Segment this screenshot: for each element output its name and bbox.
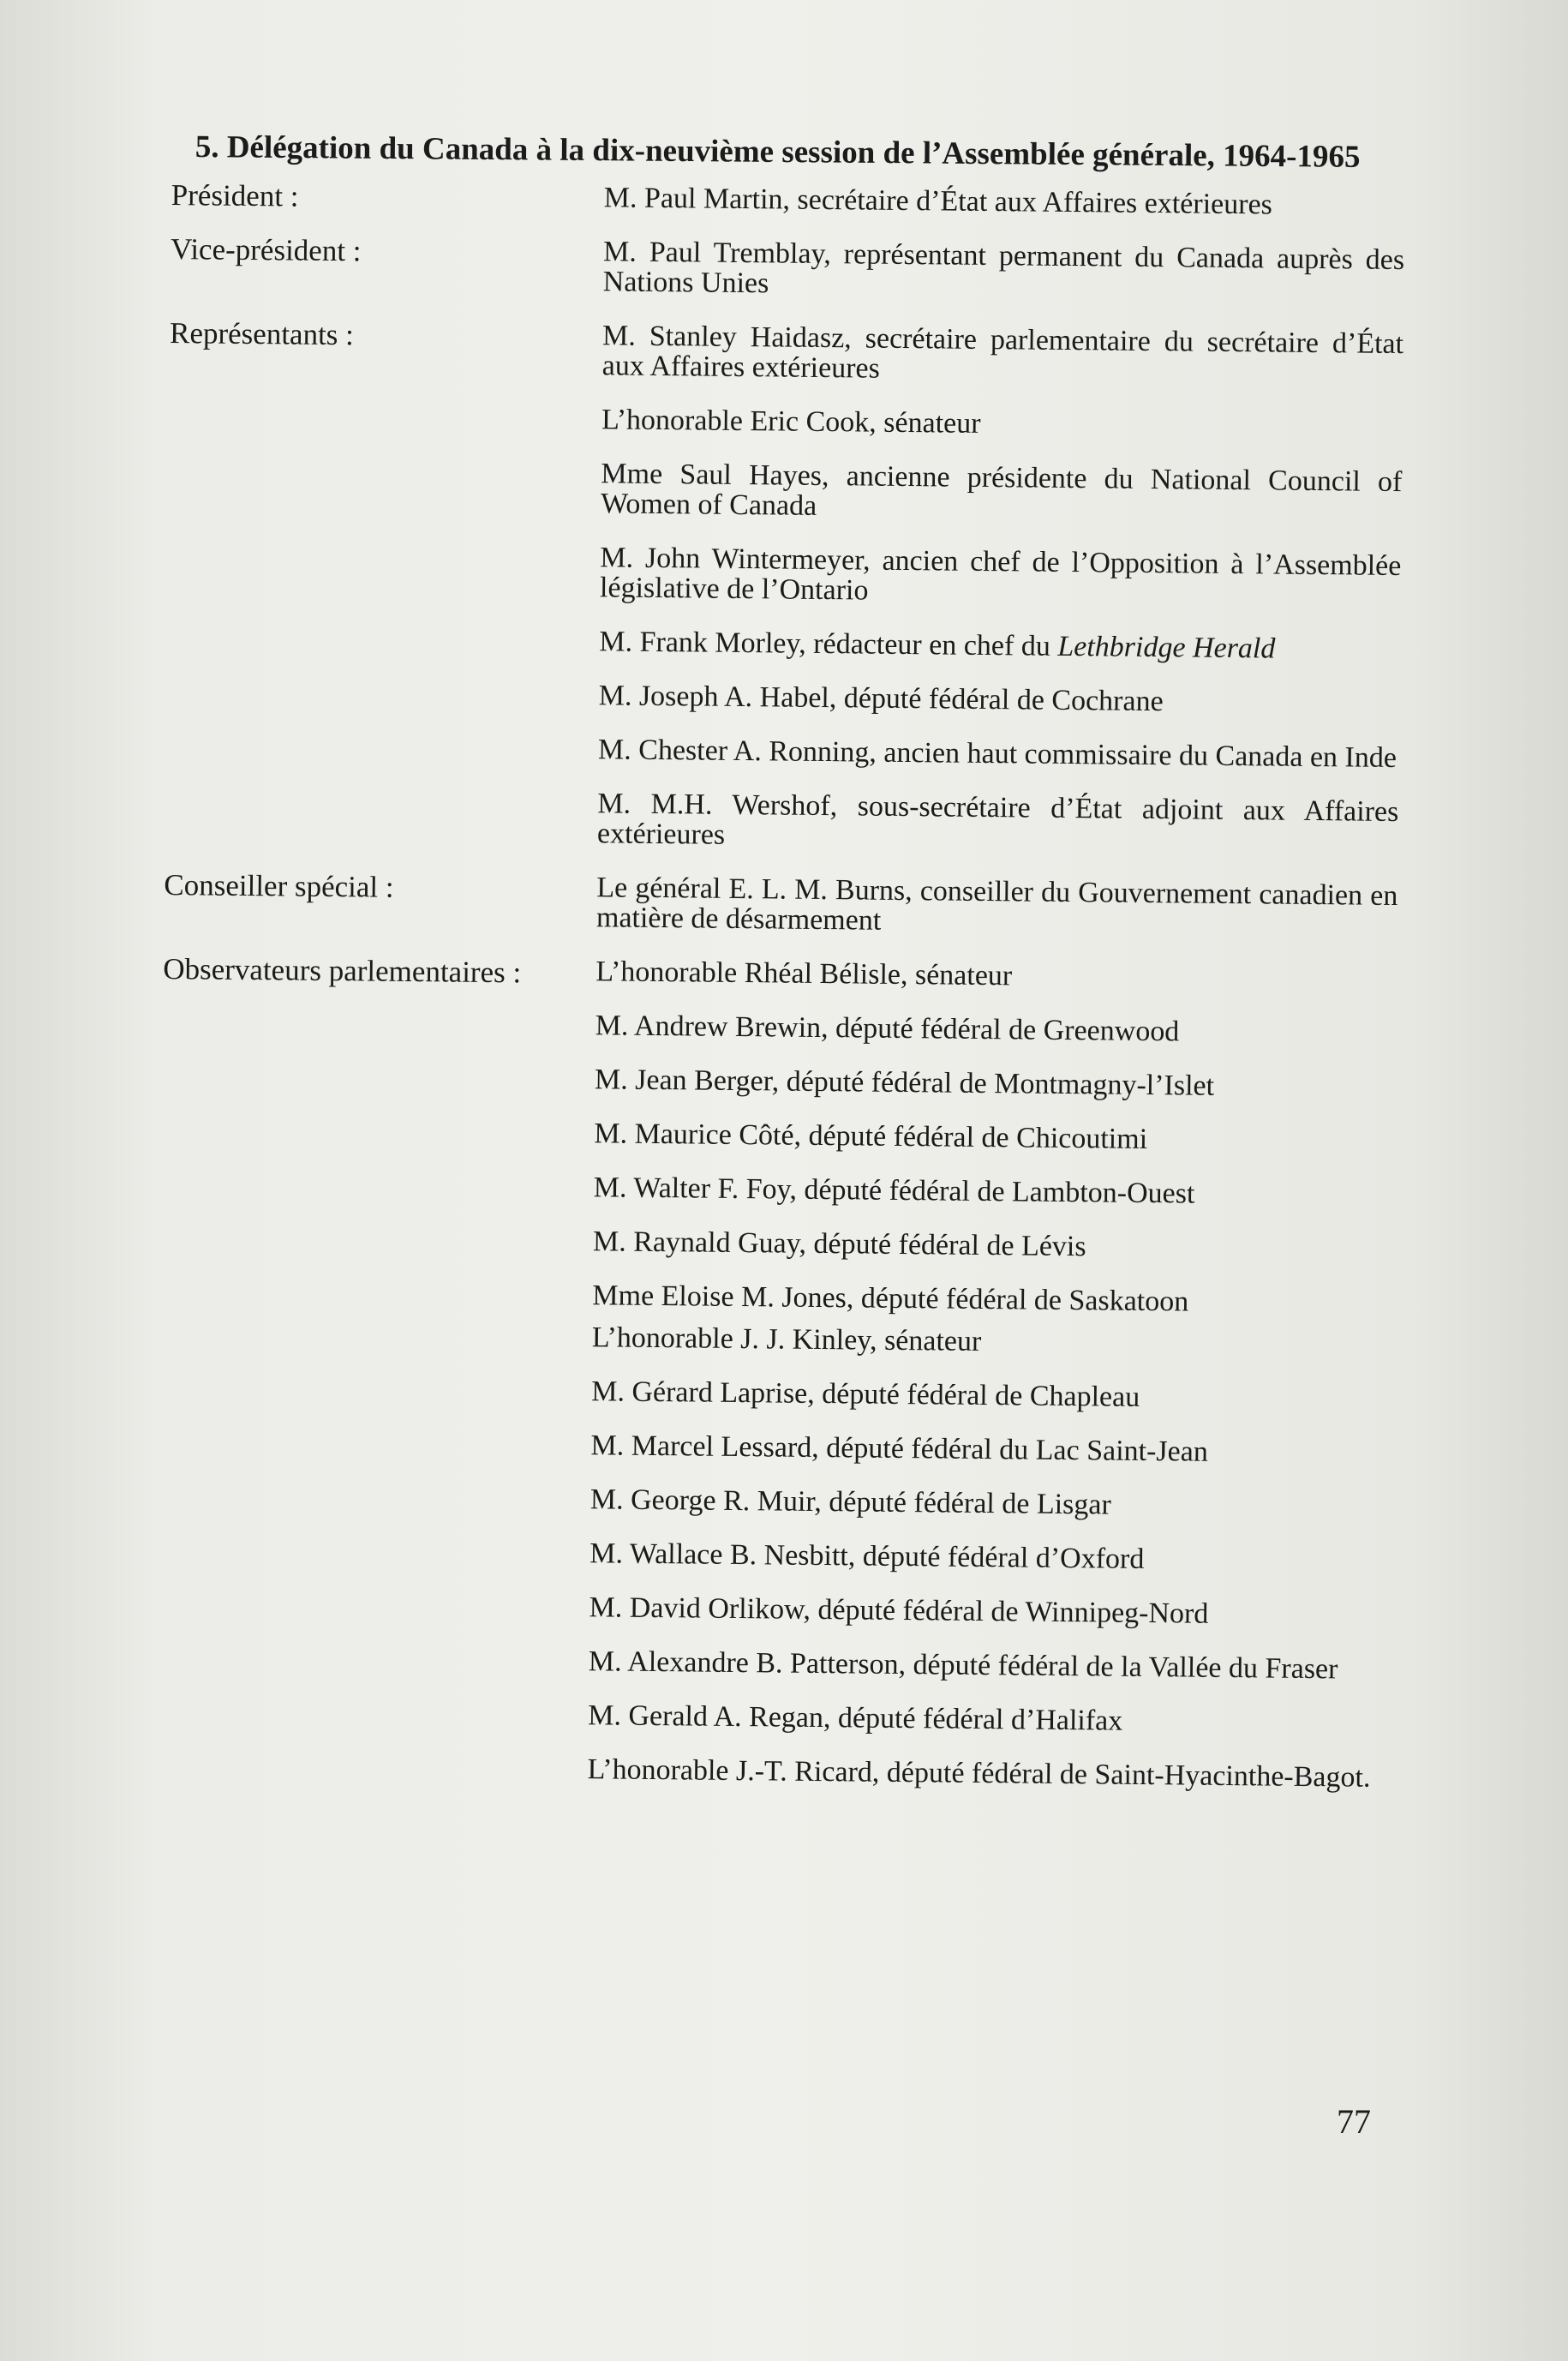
list-item: M. Marcel Lessard, député fédéral du Lac Saint-Jean [590,1429,1209,1468]
list-item: M. Gérard Laprise, député fédéral de Chapleau [591,1375,1140,1413]
list-item: M. John Wintermeyer, ancien chef de l’Opposition à l’Assemblée législative de l’Ontario [599,542,1402,607]
list-item: Mme Saul Hayes, ancienne présidente du National Council of Women of Canada [600,458,1403,522]
list-item: M. Raynald Guay, député fédéral de Lévis [592,1225,1086,1263]
group-items [596,872,1398,965]
list-item: M. Gerald A. Regan, député fédéral d’Halifax [588,1699,1123,1737]
group-items [603,183,1405,245]
group-label: Conseiller spécial : [164,867,394,904]
group-representatives [165,316,1404,881]
list-item: M. George R. Muir, député fédéral de Lisgar [589,1483,1111,1521]
delegation-list [154,178,1405,1817]
list-item: L’honorable Eric Cook, sénateur [601,404,981,440]
group-vice-president [170,232,1404,329]
group-items [602,237,1404,329]
group-label: Vice-président : [170,231,362,268]
list-item: M. Paul Martin, secrétaire d’État aux Affaires extérieures [603,182,1273,221]
list-item: M. Wallace B. Nesbitt, député fédéral d’Oxford [589,1537,1145,1575]
list-item: Le général E. L. M. Burns, conseiller du Gouvernement canadien en matière de désarmement [595,872,1398,937]
list-item: M. Jean Berger, député fédéral de Montmagny-l’Islet [594,1064,1215,1102]
list-item: M. Stanley Haidasz, secrétaire parlementaire du secrétaire d’État aux Affaires extérieures [601,320,1404,385]
list-item: Mme Eloise M. Jones, député fédéral de Saskatoon [592,1279,1189,1318]
list-item: M. Joseph A. Habel, député fédéral de Cochrane [598,680,1164,718]
list-item: M. Walter F. Foy, député fédéral de Lambton-Ouest [593,1172,1195,1210]
list-item: L’honorable J. J. Kinley, sénateur [591,1321,982,1357]
list-item: M. Maurice Côté, député fédéral de Chicoutimi [594,1118,1148,1155]
list-item: M. Frank Morley, rédacteur en chef du Lethbridge Herald [599,626,1276,665]
list-item: L’honorable Rhéal Bélisle, sénateur [595,956,1013,992]
list-item: M. Andrew Brewin, député fédéral de Greenwood [595,1010,1180,1048]
group-label: Représentants : [169,315,355,352]
page-number: 77 [1337,2102,1371,2141]
group-items [597,321,1404,881]
group-label: Observateurs parlementaires : [163,951,522,990]
list-item: M. Alexandre B. Patterson, député fédéral de la Vallée du Fraser [588,1645,1338,1686]
section-heading: 5. Délégation du Canada à la dix-neuvième session de l’Assemblée générale, 1964-1965 [195,129,1361,175]
list-item: L’honorable J.-T. Ricard, député fédéral de Saint-Hyacinthe-Bagot. [587,1753,1371,1794]
group-items [587,956,1397,1817]
list-item: M. Chester A. Ronning, ancien haut commissaire du Canada en Inde [597,734,1397,775]
list-item: M. Paul Tremblay, représentant permanent du Canada auprès des Nations Unies [602,236,1405,300]
list-item: M. David Orlikow, député fédéral de Winnipeg-Nord [589,1591,1209,1630]
group-label: Président : [171,178,299,213]
newspaper-title: Lethbridge Herald [1057,630,1276,665]
group-parliamentary-observers [154,952,1397,1817]
group-special-adviser [164,868,1398,965]
list-item: M. M.H. Wershof, sous-secrétaire d’État adjoint aux Affaires extérieures [596,788,1399,851]
